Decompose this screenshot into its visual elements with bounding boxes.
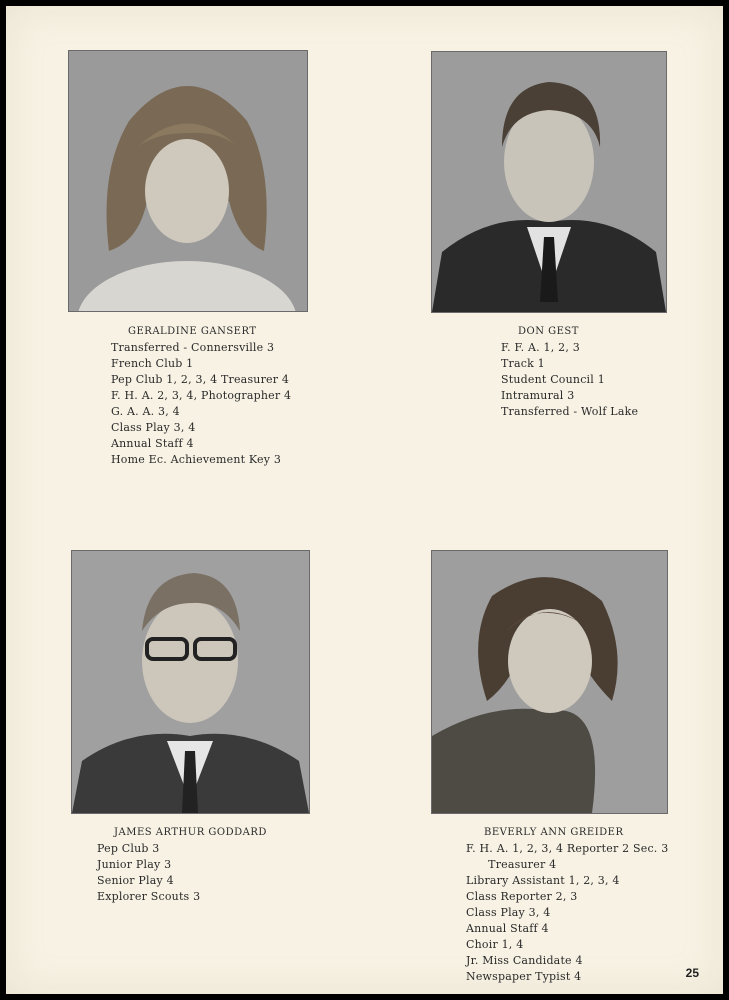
activity-item: Jr. Miss Candidate 4 [466,954,583,967]
activity-item: Pep Club 3 [97,842,160,855]
activity-item: Annual Staff 4 [111,437,194,450]
activity-item: Explorer Scouts 3 [97,890,201,903]
activity-item: Newspaper Typist 4 [466,970,582,983]
student-name: BEVERLY ANN GREIDER [484,827,624,838]
portrait-photo-james-arthur-goddard [71,550,310,814]
activity-item: French Club 1 [111,357,194,370]
page-number: 25 [685,966,699,980]
activity-item: Annual Staff 4 [466,922,549,935]
student-name: DON GEST [518,326,579,337]
activity-item: Class Play 3, 4 [466,906,551,919]
activity-item: Student Council 1 [501,373,605,386]
activity-item: Senior Play 4 [97,874,174,887]
activity-item: Track 1 [501,357,545,370]
portrait-photo-beverly-ann-greider [431,550,668,814]
student-name: GERALDINE GANSERT [128,326,257,337]
activity-item: F. F. A. 1, 2, 3 [501,341,580,354]
student-name: JAMES ARTHUR GODDARD [114,827,267,838]
activity-item: Transferred - Connersville 3 [111,341,275,354]
activities-list [501,340,638,420]
activity-item: F. H. A. 2, 3, 4, Photographer 4 [111,389,292,402]
activity-item: Class Play 3, 4 [111,421,196,434]
activity-item: F. H. A. 1, 2, 3, 4 Reporter 2 Sec. 3 [466,842,669,855]
activity-item: Home Ec. Achievement Key 3 [111,453,282,466]
activity-item: Library Assistant 1, 2, 3, 4 [466,874,620,887]
activity-item: Junior Play 3 [97,858,172,871]
activities-list [466,841,668,985]
yearbook-page [6,6,723,994]
activity-item: Intramural 3 [501,389,575,402]
activities-list [111,340,291,468]
activity-item: Transferred - Wolf Lake [501,405,639,418]
activity-item: Treasurer 4 [466,858,557,871]
activity-item: Choir 1, 4 [466,938,524,951]
portrait-photo-geraldine-gansert [68,50,308,312]
activities-list [97,841,200,905]
portrait-photo-don-gest [431,51,667,313]
activity-item: Pep Club 1, 2, 3, 4 Treasurer 4 [111,373,290,386]
activity-item: Class Reporter 2, 3 [466,890,578,903]
activity-item: G. A. A. 3, 4 [111,405,180,418]
